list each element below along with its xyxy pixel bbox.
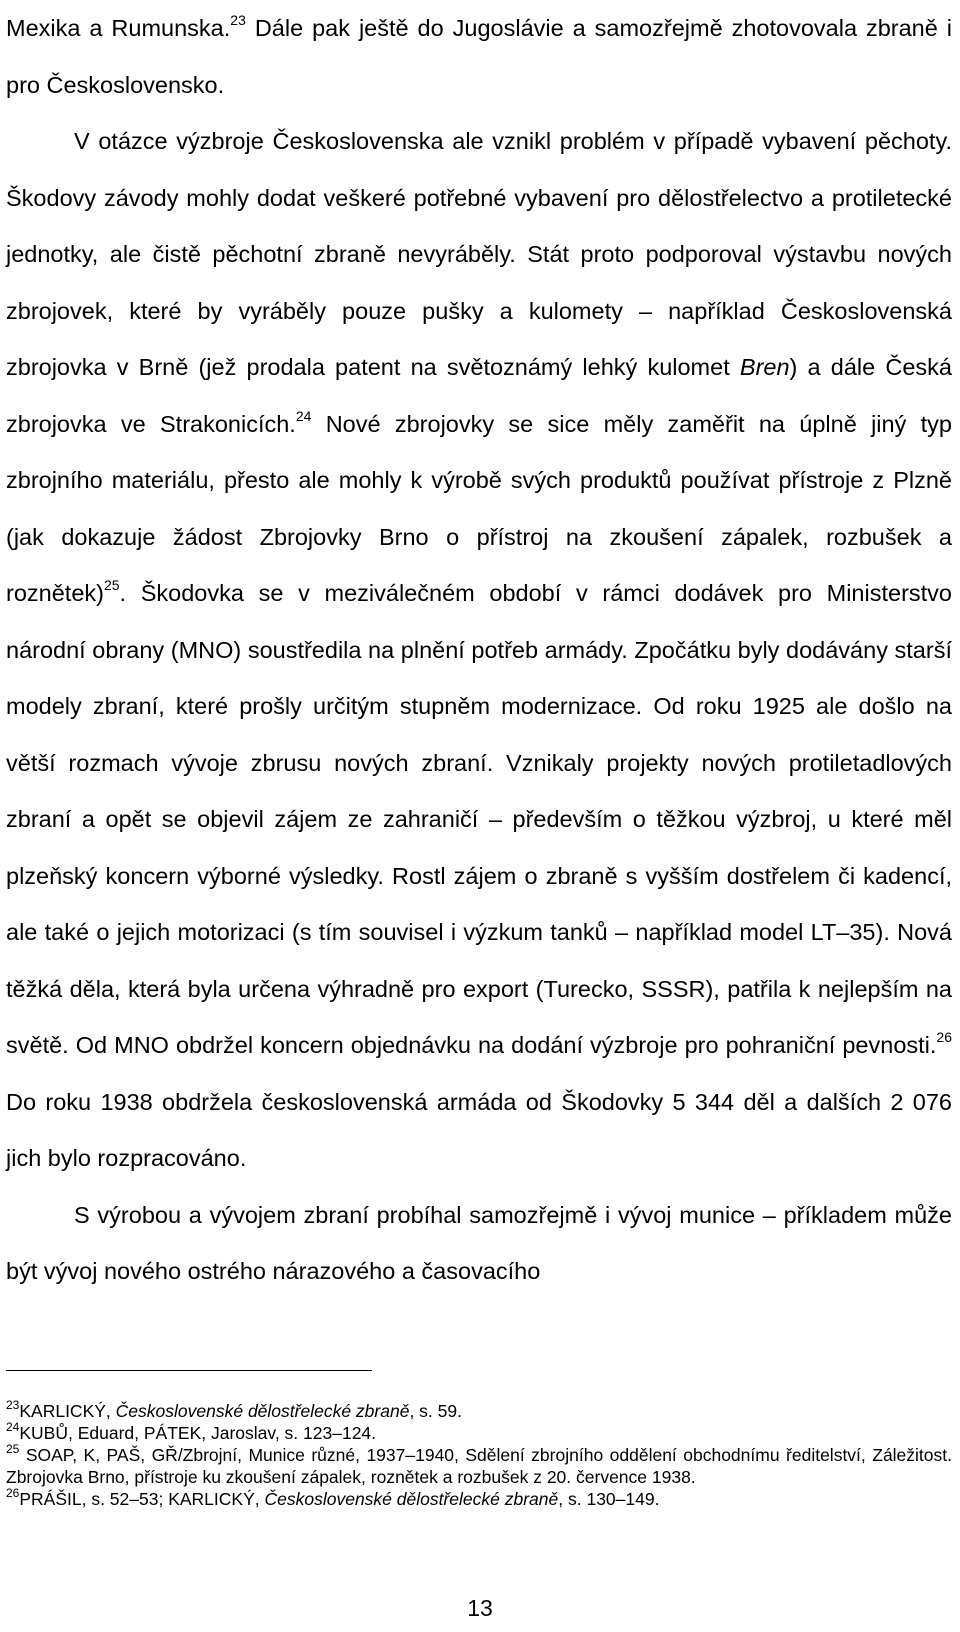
body-text [6,0,952,1300]
footnote [6,1422,952,1444]
footnote [6,1444,952,1488]
footnote-reference[interactable]: 26 [936,1029,952,1045]
paragraph [6,113,952,1187]
footnote [6,1488,952,1510]
paragraph-text: Mexika a Rumunska. [6,15,231,41]
footnote-number: 23 [6,1398,20,1412]
footnote-text: SOAP, K, PAŠ, GŘ/Zbrojní, Munice různé, 1937–1940, Sdělení zbrojního oddělení obchodnímu ředitelství, Záležitost. Zbrojovka Brno, přístroje ku zkoušení zápalek, roznětek a rozbušek z 20. července 1938. [6,1445,952,1487]
footnote-text: , s. 59. [409,1401,462,1421]
footnote-title: Československé dělostřelecké zbraně [264,1489,559,1509]
paragraph-text: V otázce výzbroje Československa ale vznikl problém v případě vybavení pěchoty. Škodovy závody mohly dodat veškeré potřebné vybavení pro dělostřelectvo a protiletecké jednotky, ale čistě pěchotní zbraně nevyráběly. Stát proto podporoval výstavbu nových zbrojovek, které by vyráběly pouze pušky a kulomety – například Československá zbrojovka v Brně (jež prodala patent na světoznámý lehký kulomet [6,128,952,380]
footnote-number: 25 [6,1442,20,1456]
paragraph-text: Dále pak ještě do Jugoslávie a samozřejmě zhotovovala zbraně i pro Československo. [6,15,952,98]
paragraph-text: Nové zbrojovky se sice měly zaměřit na úplně jiný typ zbrojního materiálu, přesto ale mohly k výrobě svých produktů používat přístroje z Plzně (jak dokazuje žádost Zbrojovky Brno o přístroj na zkoušení zápalek, rozbušek a roznětek) [6,410,952,606]
footnote-separator [6,1370,372,1371]
paragraph-text: . Škodovka se v meziválečném období v rámci dodávek pro Ministerstvo národní obrany (MNO) soustředila na plnění potřeb armády. Zpočátku byly dodávány starší modely zbraní, které prošly určitým stupněm modernizace. Od roku 1925 ale došlo na větší rozmach vývoje zbrusu nových zbraní. Vznikaly projekty nových protiletadlových zbraní a opět se objevil zájem ze zahraničí – především o těžkou výzbroj, u které měl plzeňský koncern výborné výsledky. Rostl zájem o zbraně s vyšším dostřelem či kadencí, ale také o jejich motorizaci (s tím souvisel i výzkum tanků – například model LT–35). Nová těžká děla, která byla určena výhradně pro export (Turecko, SSSR), patřila k nejlepším na světě. Od MNO obdržel koncern objednávku na dodání výzbroje pro pohraniční pevnosti. [6,580,952,1058]
footnote-number: 26 [6,1486,20,1500]
footnote-text: KUBŮ, Eduard, PÁTEK, Jaroslav, s. 123–124. [19,1423,377,1443]
footnote-number: 24 [6,1420,20,1434]
paragraph-text: Do roku 1938 obdržela československá armáda od Škodovky 5 344 děl a dalších 2 076 jich bylo rozpracováno. [6,1088,952,1171]
paragraph-text: S výrobou a vývojem zbraní probíhal samozřejmě i vývoj munice – příkladem může být vývoj nového ostrého nárazového a časovacího [6,1201,952,1284]
footnote-text: PRÁŠIL, s. 52–53; KARLICKÝ, [19,1489,265,1509]
footnote-reference[interactable]: 24 [295,407,312,424]
paragraph [6,0,952,113]
footnote-reference[interactable]: 25 [103,577,120,593]
footnote [6,1400,952,1422]
footnote-reference[interactable]: 23 [230,12,246,28]
paragraph-text: ) a dále Česká zbrojovka ve Strakonicích. [6,354,952,437]
footnote-text: , s. 130–149. [558,1489,660,1509]
footnote-text: KARLICKÝ, [19,1401,116,1421]
footnotes [6,1400,952,1510]
italic-term: Bren [739,354,790,380]
footnote-title: Československé dělostřelecké zbraně [115,1401,410,1421]
page-number: 13 [467,1595,493,1621]
paragraph [6,1187,952,1300]
